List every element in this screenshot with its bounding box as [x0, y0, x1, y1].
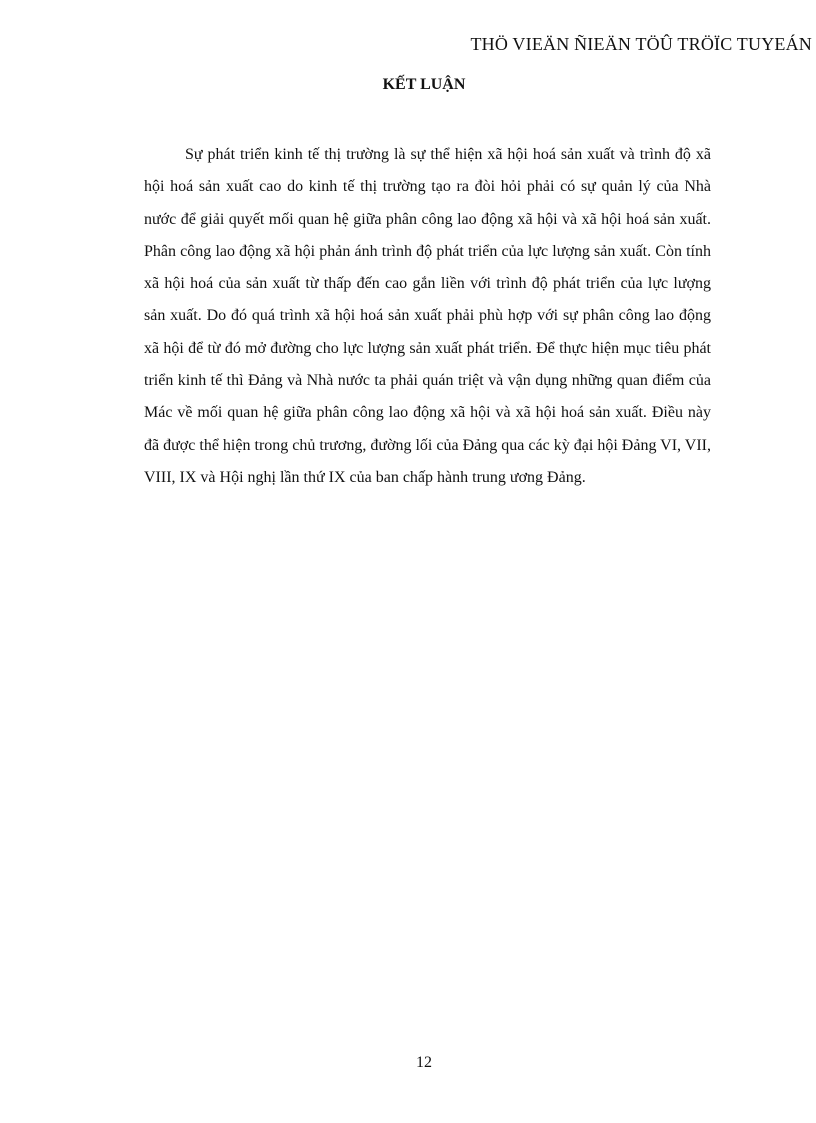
page-title: KẾT LUẬN: [382, 76, 466, 93]
body-paragraph: Sự phát triển kinh tế thị trường là sự thể hiện xã hội hoá sản xuất và trình độ xã hội hoá sản xuất cao do kinh tế thị trường tạo ra đòi hỏi phải có sự quản lý của Nhà nước để giải quyết mối quan hệ giữa phân công lao động xã hội và xã hội hoá sản xuất. Phân công lao động xã hội phản ánh trình độ phát triển của lực lượng sản xuất. Còn tính xã hội hoá của sản xuất từ thấp đến cao gắn liền với trình độ phát triển của lực lượng sản xuất. Do đó quá trình xã hội hoá sản xuất phải phù hợp với sự phân công lao động xã hội để từ đó mở đường cho lực lượng sản xuất phát triển. Để thực hiện mục tiêu phát triển kinh tế thì Đảng và Nhà nước ta phải quán triệt và vận dụng những quan điểm của Mác về mối quan hệ giữa phân công lao động xã hội và xã hội hoá sản xuất. Điều này đã được thể hiện trong chủ trương, đường lối của Đảng qua các kỳ đại hội Đảng VI, VII, VIII, IX và Hội nghị lần thứ IX của ban chấp hành trung ương Đảng.: [144, 146, 711, 486]
library-header: THÖ VIEÄN ÑIEÄN TÖÛ TRÖÏC TUYEÁN: [470, 34, 812, 54]
page-number: 12: [416, 1054, 432, 1071]
